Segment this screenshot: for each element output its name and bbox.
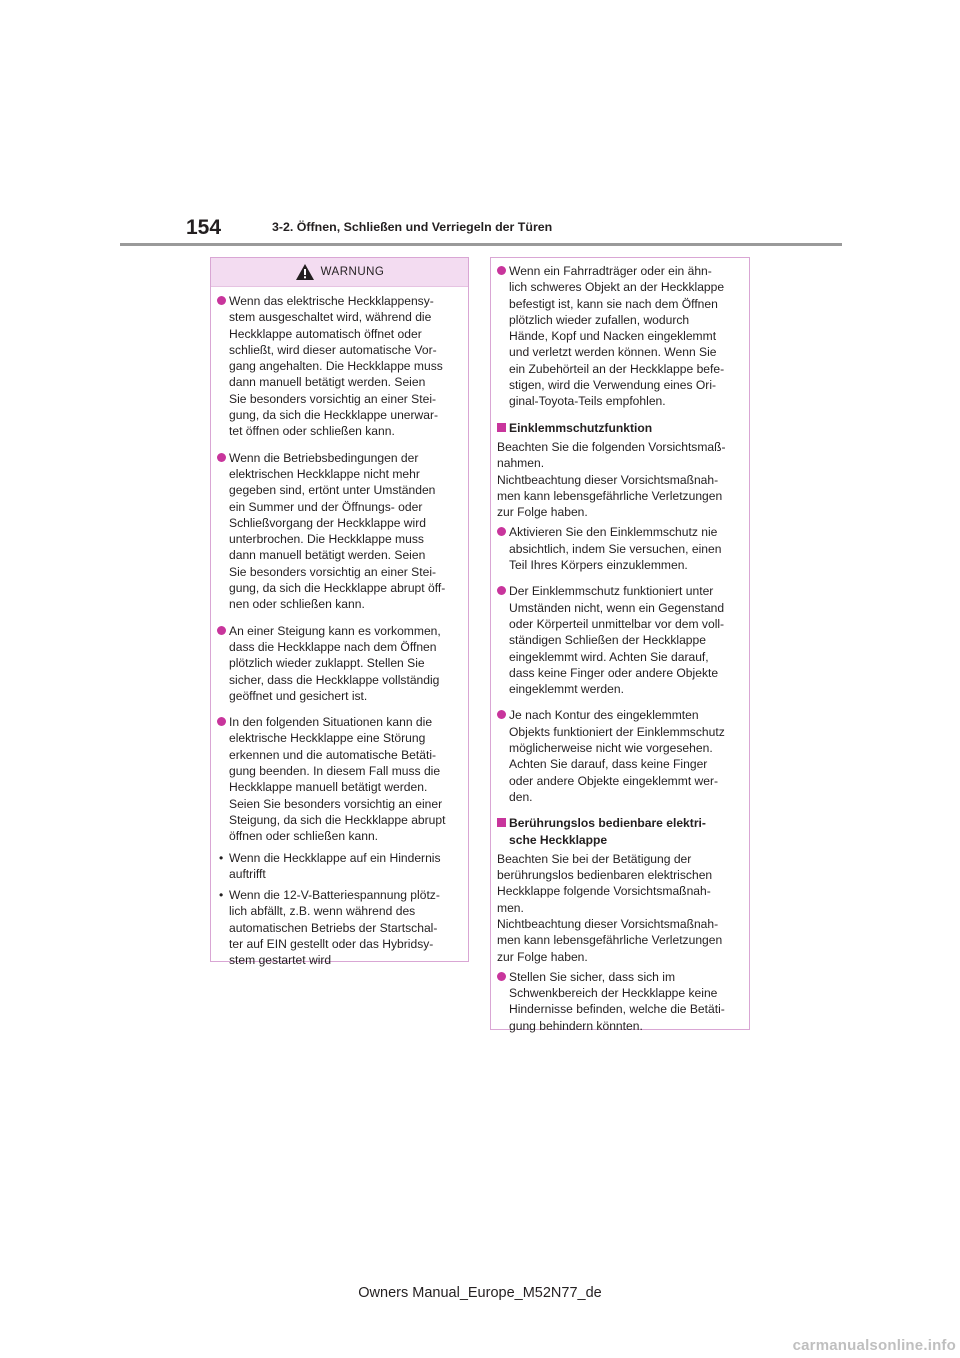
right-bullet-text: Aktivieren Sie den Einklemmschutz nie absichtlich, indem Sie versuchen, einen Teil Ihres Körpers einzuklemmen. — [509, 525, 722, 573]
bullet-dot-icon — [497, 710, 506, 719]
right-bullet-text: Der Einklemmschutz funktioniert unter Umständen nicht, wenn ein Gegenstand oder Körperteil unmittelbar vor dem voll- ständigen Schließen der Heckklappe eingeklemmt wird. Achten Sie darauf, dass keine Finger oder andere Objekte eingeklemmt werden. — [509, 584, 725, 697]
right-content — [491, 258, 749, 1034]
warning-bullet — [217, 450, 460, 613]
bullet-dot-icon — [217, 296, 226, 305]
section-heading-text: Einklemmschutzfunktion — [509, 420, 653, 435]
warning-bullet-text: In den folgenden Situationen kann die elektrische Heckklappe eine Störung erkennen und die automatische Betäti- gung beenden. In diesem Fall muss die Heckklappe manuell betätigt werden. Seien Sie besonders vorsichtig an einer Steigung, da sich die Heckklappe abrupt öffnen oder schließen kann. — [229, 715, 446, 844]
warning-header — [211, 258, 468, 287]
watermark: carmanualsonline.info — [792, 1337, 956, 1354]
section-heading-text: Berührungslos bedienbare elektri- sche Heckklappe — [509, 816, 706, 847]
right-bullet — [497, 524, 741, 573]
square-bullet-icon — [497, 818, 506, 827]
warning-sub-item — [217, 887, 460, 968]
footer-text: Owners Manual_Europe_M52N77_de — [358, 1285, 602, 1301]
bullet-dot-icon — [497, 527, 506, 536]
right-bullet — [497, 263, 741, 410]
bullet-dot-icon — [497, 972, 506, 981]
right-bullet-text: Stellen Sie sicher, dass sich im Schwenkbereich der Heckklappe keine Hindernisse befinden, welche die Betäti- gung behindern könnten. — [509, 969, 725, 1033]
sub-marker: • — [219, 888, 224, 903]
warning-bullet — [217, 293, 460, 440]
section-heading — [497, 815, 741, 848]
warning-sub-text: Wenn die 12-V-Batteriespannung plötz- lich abfällt, z.B. wenn während des automatischen Betriebs der Startschal- ter auf EIN gestellt oder das Hybridsy- stem gestartet wird — [229, 888, 440, 968]
warning-box — [210, 257, 469, 968]
warning-bullet-text: Wenn das elektrische Heckklappensy- stem ausgeschaltet wird, während die Heckklappe automatisch öffnet oder schließt, wird dieser automatische Vor- gang angehalten. Die Heckklappe muss dann manuell betätigt werden. Seien Sie besonders vorsichtig an einer Stei- gung, da sich die Heckklappe unerwar- tet öffnen oder schließen kann. — [229, 294, 443, 439]
right-bullet-text: Wenn ein Fahrradträger oder ein ähn- lich schweres Objekt an der Heckklappe befestigt ist, kann sie nach dem Öffnen plötzlich wieder zufallen, wodurch Hände, Kopf und Nacken eingeklemmt und verletzt werden können. Wenn Sie ein Zubehörteil an der Heckklappe befe- stigen, wird die Verwendung eines Ori- ginal-Toyota-Teils empfohlen. — [509, 264, 725, 409]
right-bullet — [497, 583, 741, 697]
right-bullet — [497, 707, 741, 805]
right-bullet-text: Je nach Kontur des eingeklemmten Objekts funktioniert der Einklemmschutz möglicherweise nicht wie vorgesehen. Achten Sie darauf, dass keine Finger oder andere Objekte eingeklemmt wer- den. — [509, 708, 725, 804]
warning-bullet-text: An einer Steigung kann es vorkommen, dass die Heckklappe nach dem Öffnen plötzlich wieder zuklappt. Stellen Sie sicher, dass die Heckklappe vollständig geöffnet und gesichert ist. — [229, 623, 441, 703]
warning-triangle-icon — [295, 263, 315, 281]
right-box — [490, 257, 750, 1033]
warning-content — [211, 287, 468, 969]
warning-bullet-text: Wenn die Betriebsbedingungen der elektrischen Heckklappe nicht mehr gegeben sind, ertönt unter Umständen ein Summer und der Öffnungs- oder Schließvorgang der Heckklappe wird unterbrochen. Die Heckklappe muss dann manuell betätigt werden. Seien Sie besonders vorsichtig an einer Stei- gung, da sich die Heckklappe abrupt öff- nen oder schließen kann. — [229, 450, 446, 612]
bullet-dot-icon — [217, 626, 226, 635]
warning-title: WARNUNG — [320, 266, 385, 278]
right-bullet — [497, 969, 741, 1034]
warning-bullet — [217, 623, 460, 704]
section-paragraph: Beachten Sie bei der Betätigung der berührungslos bedienbaren elektrischen Heckklappe folgende Vorsichtsmaßnah- men. Nichtbeachtung dieser Vorsichtsmaßnah- men kann lebensgefährliche Verletzungen zur Folge haben. — [497, 851, 723, 964]
section-heading — [497, 420, 741, 436]
header-rule — [120, 243, 842, 246]
section-paragraph: Beachten Sie die folgenden Vorsichtsmaß- nahmen. Nichtbeachtung dieser Vorsichtsmaßnah- men kann lebensgefährliche Verletzungen zur Folge haben. — [497, 439, 726, 520]
bullet-dot-icon — [217, 717, 226, 726]
sub-marker: • — [219, 850, 224, 865]
warning-sub-text: Wenn die Heckklappe auf ein Hindernis auftrifft — [229, 850, 441, 881]
square-bullet-icon — [497, 423, 506, 432]
page-number: 154 — [186, 216, 222, 239]
bullet-dot-icon — [217, 453, 226, 462]
bullet-dot-icon — [497, 266, 506, 275]
warning-bullet — [217, 714, 460, 844]
warning-sub-item — [217, 850, 460, 883]
section-title: 3-2. Öffnen, Schließen und Verriegeln der Türen — [272, 220, 553, 234]
bullet-dot-icon — [497, 586, 506, 595]
